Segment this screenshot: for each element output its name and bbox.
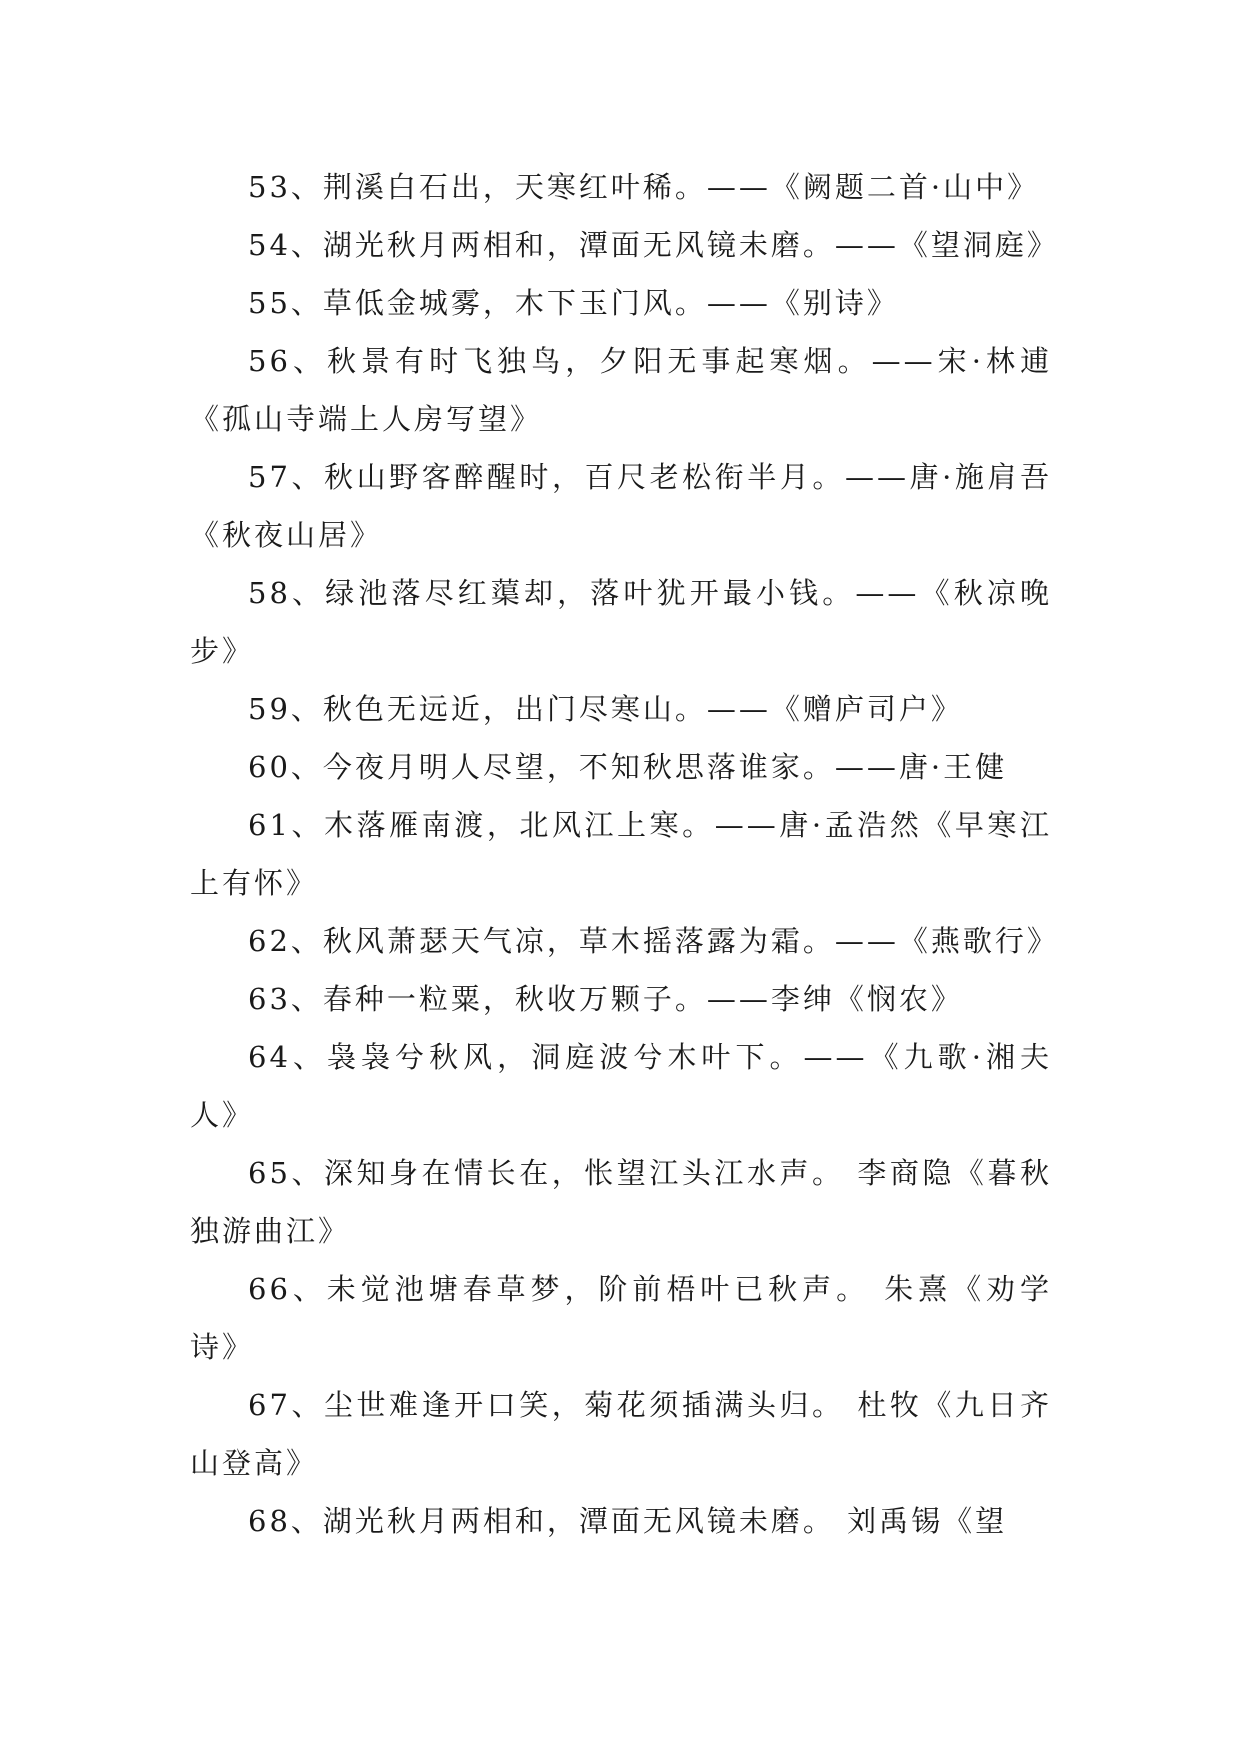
poem-line-64: 64、袅袅兮秋风，洞庭波兮木叶下。——《九歌·湘夫人》 [190,1040,1052,1132]
poem-line-60: 60、今夜月明人尽望，不知秋思落谁家。——唐·王健 [248,750,1008,784]
poem-line-55: 55、草低金城雾，木下玉门风。——《别诗》 [248,286,899,320]
document-page [190,158,1059,1550]
poem-line-66: 66、未觉池塘春草梦，阶前梧叶已秋声。 朱熹《劝学诗》 [190,1272,1052,1364]
poem-line-63: 63、春种一粒粟，秋收万颗子。——李绅《悯农》 [248,982,963,1016]
poem-line-53: 53、荆溪白石出，天寒红叶稀。——《阙题二首·山中》 [248,170,1040,204]
poem-line-65: 65、深知身在情长在，怅望江头江水声。 李商隐《暮秋独游曲江》 [190,1156,1052,1248]
poem-line-56: 56、秋景有时飞独鸟，夕阳无事起寒烟。——宋·林逋《孤山寺端上人房写望》 [190,344,1052,436]
poem-line-67: 67、尘世难逢开口笑，菊花须插满头归。 杜牧《九日齐山登高》 [190,1388,1052,1480]
poem-line-68: 68、湖光秋月两相和，潭面无风镜未磨。 刘禹锡《望 [248,1504,1008,1538]
poem-line-57: 57、秋山野客醉醒时，百尺老松衔半月。——唐·施肩吾《秋夜山居》 [190,460,1052,552]
poem-line-54: 54、湖光秋月两相和，潭面无风镜未磨。——《望洞庭》 [248,228,1059,262]
poem-line-58: 58、绿池落尽红蕖却，落叶犹开最小钱。——《秋凉晚步》 [190,576,1052,668]
poem-line-62: 62、秋风萧瑟天气凉，草木摇落露为霜。——《燕歌行》 [248,924,1059,958]
poem-line-61: 61、木落雁南渡，北风江上寒。——唐·孟浩然《早寒江上有怀》 [190,808,1052,900]
poem-line-59: 59、秋色无远近，出门尽寒山。——《赠庐司户》 [248,692,963,726]
